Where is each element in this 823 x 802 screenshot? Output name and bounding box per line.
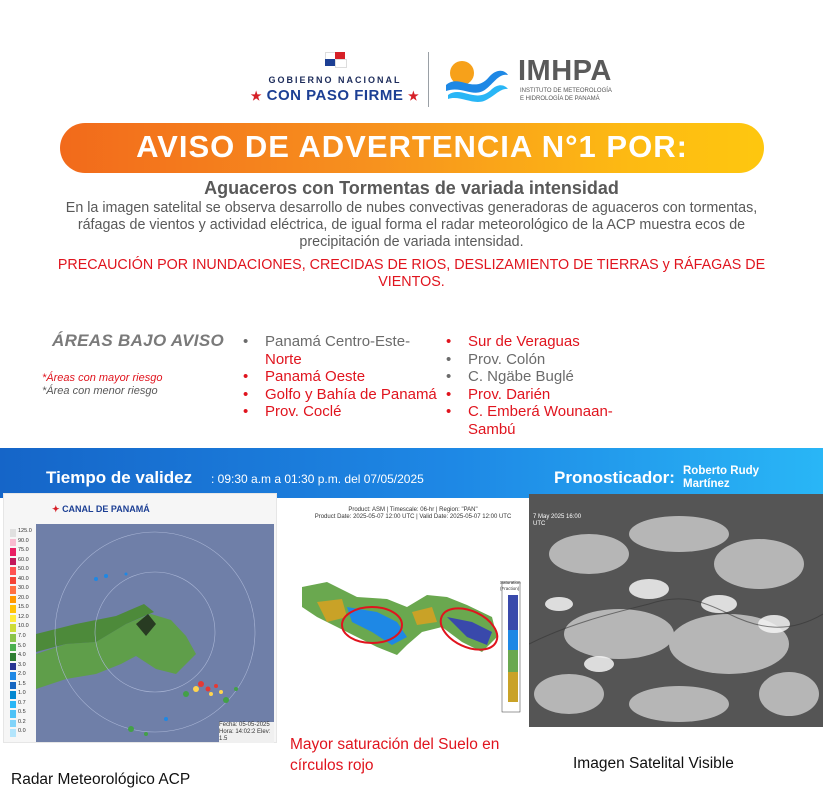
radar-scale-label: 7.0 <box>18 633 26 639</box>
radar-scale-label: 0.5 <box>18 709 26 716</box>
radar-scale-label: 10.0 <box>18 623 29 630</box>
radar-scale-label: 4.0 <box>18 652 26 659</box>
radar-scale-label: 5.0 <box>18 642 26 649</box>
radar-scale-label: 12.0 <box>18 613 29 620</box>
radar-scale-swatch <box>10 691 16 699</box>
radar-scale-label: 0.2 <box>18 718 26 725</box>
government-logo <box>250 52 420 104</box>
radar-scale-swatch <box>10 615 16 623</box>
panama-flag-icon <box>325 52 345 66</box>
radar-scale-label: 40.0 <box>18 575 29 582</box>
risk-legend <box>42 372 162 398</box>
legend-low-risk: *Área con menor riesgo <box>42 385 158 397</box>
satellite-caption: Imagen Satelital Visible <box>573 755 734 772</box>
satellite-clouds-icon <box>529 494 823 727</box>
radar-scale-swatch <box>10 682 16 690</box>
gov-line2: CON PASO FIRME <box>266 87 404 104</box>
radar-scale-swatch <box>10 720 16 728</box>
radar-scale-swatch <box>10 663 16 671</box>
radar-scale-swatch <box>10 548 16 556</box>
radar-scale-swatch <box>10 558 16 566</box>
precaution-text: PRECAUCIÓN POR INUNDACIONES, CRECIDAS DE RIOS, DESLIZAMIENTO DE TIERRAS y RÁFAGAS DE VIENTOS. <box>57 257 766 290</box>
radar-map-icon <box>36 524 274 742</box>
radar-scale-label: 90.0 <box>18 537 29 544</box>
list-item: • Panamá Centro-Este- Norte <box>243 333 411 368</box>
radar-scale-swatch <box>10 577 16 585</box>
list-item: • Prov. Colón <box>446 350 546 368</box>
forecaster-name: Roberto Rudy Martínez <box>683 465 760 490</box>
forecaster-label: Pronosticador <box>554 468 670 487</box>
validity-value: : 09:30 a.m a 01:30 p.m. del 07/05/2025 <box>211 472 424 486</box>
radar-scale-swatch <box>10 605 16 613</box>
radar-scale-label: 75.0 <box>18 547 29 554</box>
radar-scale-swatch <box>10 529 16 537</box>
star-icon: ★ <box>250 89 262 103</box>
radar-scale-swatch <box>10 653 16 661</box>
radar-scale-swatch <box>10 634 16 642</box>
list-item: • Sur de Veraguas <box>446 333 580 350</box>
alert-description: En la imagen satelital se observa desarrollo de nubes convectivas generadoras de aguaceros con tormentas, ráfagas de vientos y actividad eléctrica, de igual forma el radar meteorológico de la ACP muestra ecos de precipitación de variada intensidad. <box>65 200 758 250</box>
areas-heading: ÁREAS BAJO AVISO <box>52 331 224 350</box>
radar-footer: Fecha: 05-05-2025 Hora: 14:02:2 Elev: 1.5 <box>219 722 274 743</box>
radar-caption: Radar Meteorológico ACP <box>11 771 191 788</box>
soil-caption: Mayor saturación del Suelo en círculos rojo <box>290 736 500 774</box>
soil-map-icon <box>297 527 529 732</box>
radar-scale-swatch <box>10 729 16 737</box>
radar-scale-label: 1.0 <box>18 690 26 697</box>
acp-logo-icon: ✦ <box>52 504 60 514</box>
radar-scale-label: 15.0 <box>18 604 29 611</box>
radar-scale-swatch <box>10 701 16 709</box>
radar-scale-label: 1.5 <box>18 680 26 687</box>
list-item: • Prov. Coclé <box>243 403 342 420</box>
satellite-timestamp: 7 May 2025 16:00 UTC <box>533 514 582 527</box>
list-item: • Golfo y Bahía de Panamá <box>243 385 437 403</box>
imhpa-logo-icon <box>444 55 510 105</box>
radar-scale-swatch <box>10 586 16 594</box>
org-sub1: INSTITUTO DE METEOROLOGÍA <box>520 88 612 94</box>
radar-scale-swatch <box>10 710 16 718</box>
radar-scale-swatch <box>10 596 16 604</box>
radar-scale-label: 3.0 <box>18 661 26 668</box>
areas-column-1 <box>243 333 440 421</box>
radar-scale-swatch <box>10 567 16 575</box>
radar-scale-swatch <box>10 672 16 680</box>
list-item: • Prov. Darién <box>446 385 551 403</box>
radar-scale-label: 20.0 <box>18 594 29 601</box>
radar-scale-label: 0.7 <box>18 699 26 706</box>
radar-map <box>36 524 274 742</box>
radar-scale-label: 50.0 <box>18 566 29 573</box>
radar-scale-swatch <box>10 624 16 632</box>
satellite-image <box>529 494 823 727</box>
list-item: • C. Emberá Wounaan-Sambú <box>446 403 613 438</box>
radar-brand: CANAL DE PANAMÁ <box>62 504 150 514</box>
soil-header-2: Product Date: 2025-05-07 12:00 UTC | Valid Date: 2025-05-07 12:00 UTC <box>314 514 512 520</box>
soil-header-1: Product: ASM | Timescale: 06-hr | Region: "PAN" <box>348 507 478 513</box>
radar-scale-swatch <box>10 644 16 652</box>
radar-image <box>3 493 277 743</box>
areas-column-2 <box>446 333 648 438</box>
list-item: • C. Ngäbe Buglé <box>446 368 574 385</box>
alert-title: AVISO DE ADVERTENCIA N°1 POR: <box>136 129 688 164</box>
alert-subtitle: Aguaceros con Tormentas de variada intensidad <box>204 178 619 198</box>
list-item: • Panamá Oeste <box>243 368 366 385</box>
org-sub2: E HIDROLOGÍA DE PANAMÁ <box>520 96 600 102</box>
org-name: IMHPA <box>518 55 612 87</box>
validity-label: Tiempo de validez <box>46 468 193 487</box>
legend-high-risk: *Áreas con mayor riesgo <box>42 372 163 384</box>
header-divider <box>428 52 429 107</box>
radar-scale-label: 60.0 <box>18 556 29 563</box>
soil-saturation-image <box>297 507 529 735</box>
radar-scale-label: 2.0 <box>18 671 26 678</box>
star-icon: ★ <box>408 89 420 103</box>
radar-scale-swatch <box>10 539 16 547</box>
soil-legend-title: Saturation (Fraction) <box>500 580 521 591</box>
gov-line1: GOBIERNO NACIONAL <box>268 75 402 85</box>
radar-scale-label: 125.0 <box>18 528 32 534</box>
radar-scale-label: 30.0 <box>18 585 29 592</box>
radar-scale-label: 0.0 <box>18 728 26 735</box>
